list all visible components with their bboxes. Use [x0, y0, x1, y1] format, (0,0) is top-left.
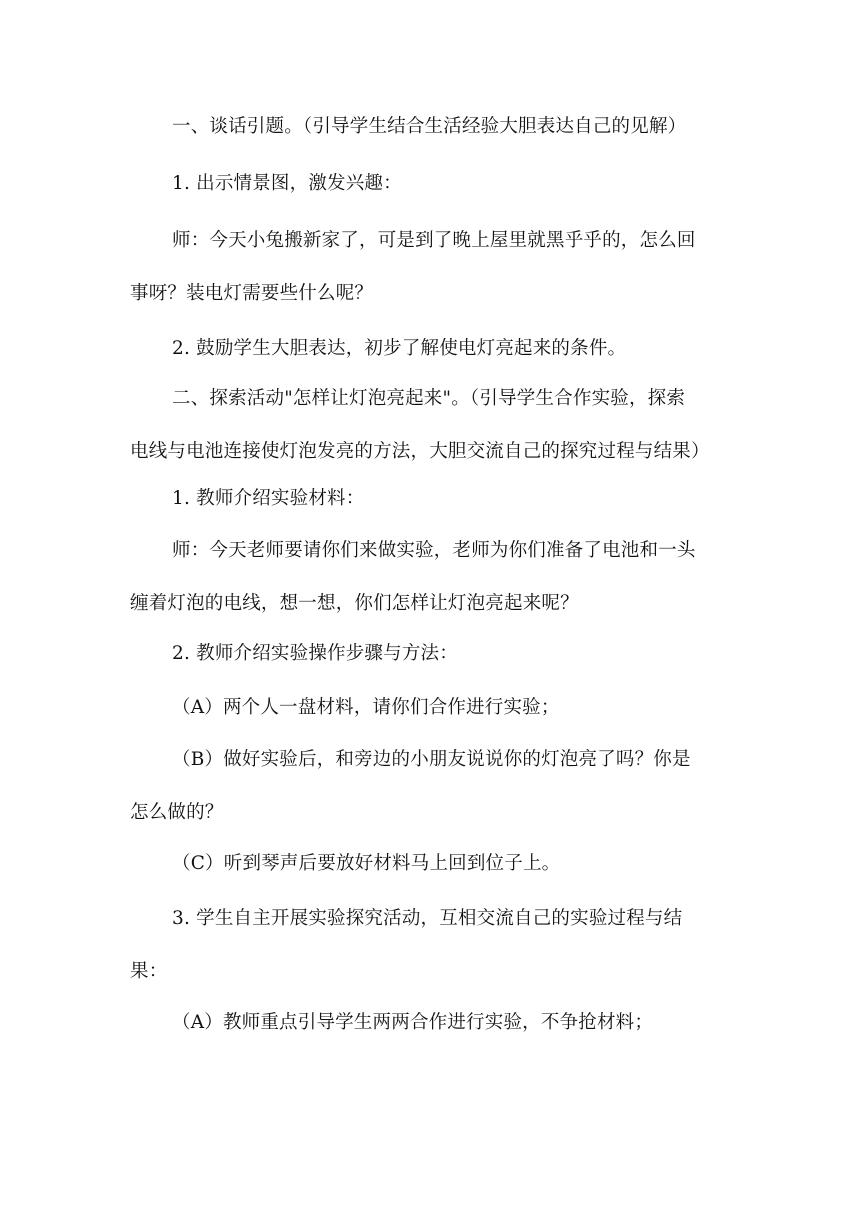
paragraph-line: （C）听到琴声后要放好材料马上回到位子上。 [172, 853, 561, 874]
paragraph-line: 缠着灯泡的电线，想一想，你们怎样让灯泡亮起来呢？ [130, 593, 579, 614]
paragraph-line: 3. 学生自主开展实验探究活动，互相交流自己的实验过程与结 [172, 908, 683, 929]
paragraph-line: （B）做好实验后，和旁边的小朋友说说你的灯泡亮了吗？你是 [172, 749, 691, 770]
paragraph-item-a [130, 681, 730, 734]
paragraph-section-two-heading [130, 372, 730, 478]
paragraph-line: 果： [130, 961, 168, 982]
paragraph-step-2-2 [130, 627, 730, 680]
paragraph-line: 师：今天小兔搬新家了，可是到了晚上屋里就黑乎乎的，怎么回 [172, 230, 696, 251]
paragraph-step-2-3 [130, 892, 730, 998]
paragraph-line: 1. 教师介绍实验材料： [172, 488, 365, 509]
paragraph-item-a-2 [130, 996, 730, 1049]
paragraph-step-1-2 [130, 322, 730, 375]
paragraph-teacher-intro-2 [130, 524, 730, 630]
paragraph-line: 2. 鼓励学生大胆表达，初步了解使电灯亮起来的条件。 [172, 338, 627, 359]
paragraph-teacher-intro-1 [130, 214, 730, 320]
paragraph-item-b [130, 733, 730, 839]
paragraph-line: 2. 教师介绍实验操作步骤与方法： [172, 643, 458, 664]
paragraph-step-2-1 [130, 472, 730, 525]
paragraph-section-one-heading [130, 100, 730, 153]
paragraph-line: （A）教师重点引导学生两两合作进行实验，不争抢材料； [172, 1012, 654, 1033]
paragraph-line: （A）两个人一盘材料，请你们合作进行实验； [172, 697, 560, 718]
paragraph-line: 1. 出示情景图，激发兴趣： [172, 173, 402, 194]
paragraph-line: 师：今天老师要请你们来做实验，老师为你们准备了电池和一头 [172, 540, 696, 561]
paragraph-item-c [130, 837, 730, 890]
paragraph-line: 电线与电池连接使灯泡发亮的方法，大胆交流自己的探究过程与结果） [130, 441, 710, 462]
paragraph-step-1-1 [130, 157, 730, 210]
paragraph-line: 一、谈话引题。（引导学生结合生活经验大胆表达自己的见解） [172, 116, 687, 137]
paragraph-line: 怎么做的？ [130, 802, 224, 823]
paragraph-line: 二、探索活动"怎样让灯泡亮起来"。（引导学生合作实验，探索 [172, 388, 686, 409]
paragraph-line: 事呀？装电灯需要些什么呢？ [130, 283, 374, 304]
